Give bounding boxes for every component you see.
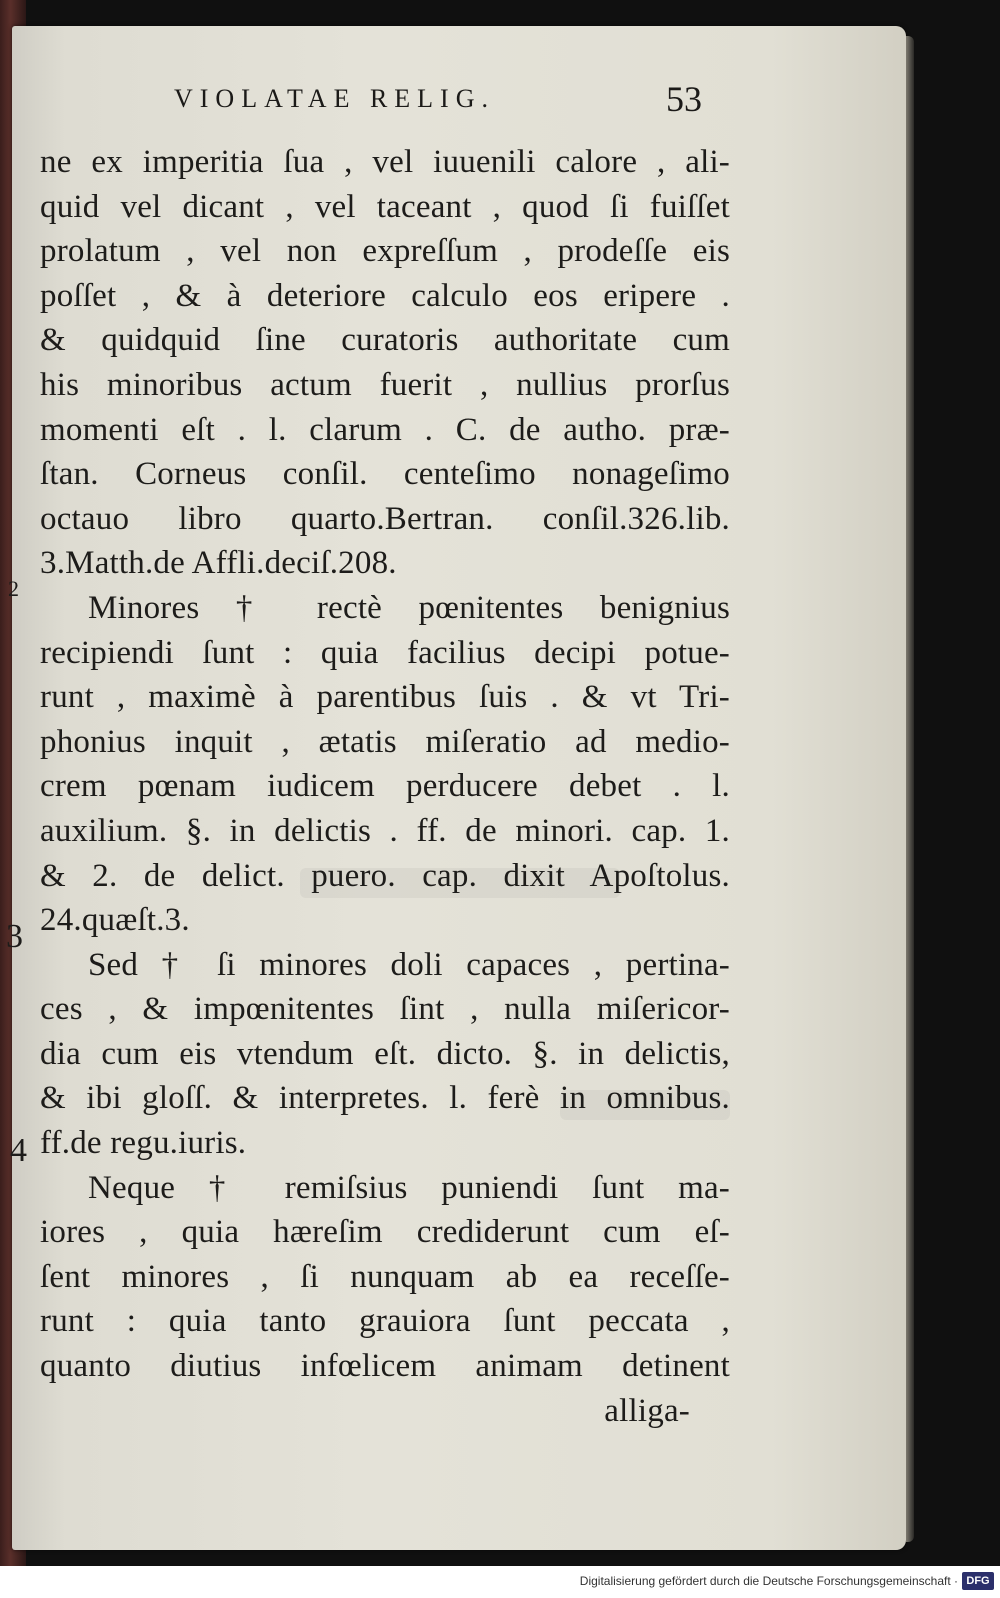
- text-line: prolatum , vel non expreſſum , prodeſſe eis: [40, 233, 730, 270]
- margin-note-2: 2: [8, 576, 19, 601]
- text-line: dia cum eis vtendum eſt. dicto. §. in delictis,: [40, 1035, 730, 1072]
- text-line: ff.de regu.iuris.: [40, 1125, 247, 1162]
- text-line: quid vel dicant , vel taceant , quod ſi fuiſſet: [40, 188, 730, 225]
- margin-note-4: 4: [10, 1132, 27, 1169]
- text-line: poſſet , & à deteriore calculo eos eripere .: [40, 277, 730, 314]
- text-line: 24.quæſt.3.: [40, 902, 190, 939]
- catchword: alliga-: [604, 1392, 690, 1429]
- page-edge: [906, 36, 914, 1542]
- text-line: ſtan. Corneus conſil. centeſimo nonageſimo: [40, 456, 730, 493]
- paragraph-start: Neque † remiſsius puniendi ſunt ma-: [88, 1169, 730, 1206]
- text-line: runt , maximè à parentibus ſuis . & vt Tri-: [40, 679, 730, 716]
- paragraph-start: Sed † ſi minores doli capaces , pertina-: [88, 946, 730, 983]
- text-line: ne ex imperitia ſua , vel iuuenili calore , ali-: [40, 144, 730, 180]
- text-line: momenti eſt . l. clarum . C. de autho. præ-: [40, 411, 730, 448]
- text-line: phonius inquit , ætatis miſeratio ad medio-: [40, 723, 730, 760]
- text-line: quanto diutius infœlicem animam detinent: [40, 1348, 730, 1385]
- text-line: & quidquid ſine curatoris authoritate cum: [40, 322, 730, 359]
- paragraph-start: Minores † rectè pœnitentes benignius: [88, 589, 730, 626]
- body-text: [40, 140, 730, 1433]
- text-line: his minoribus actum fuerit , nullius prorſus: [40, 366, 730, 403]
- text-line: & 2. de delict. puero. cap. dixit Apoſtolus.: [40, 857, 730, 894]
- text-line: ces , & impœnitentes ſint , nulla miſericor-: [40, 991, 730, 1028]
- margin-note-3: 3: [6, 918, 23, 955]
- running-title: VIOLATAE RELIG.: [174, 84, 495, 113]
- running-header: [40, 78, 740, 128]
- text-line: iores , quia hæreſim crediderunt cum eſ-: [40, 1214, 730, 1251]
- text-line: runt : quia tanto grauiora ſunt peccata ,: [40, 1303, 730, 1340]
- text-line: & ibi gloſſ. & interpretes. l. ferè in omnibus.: [40, 1080, 730, 1117]
- text-line: auxilium. §. in delictis . ff. de minori. cap. 1.: [40, 812, 730, 849]
- text-line: octauo libro quarto.Bertran. conſil.326.lib.: [40, 500, 730, 537]
- page-number: 53: [666, 79, 702, 119]
- dfg-logo: DFG: [962, 1572, 994, 1590]
- text-line: crem pœnam iudicem perducere debet . l.: [40, 768, 730, 805]
- footer-bar: [0, 1566, 1000, 1598]
- text-line: ſent minores , ſi nunquam ab ea receſſe-: [40, 1258, 730, 1295]
- text-line: recipiendi ſunt : quia facilius decipi potue-: [40, 634, 730, 671]
- text-line: 3.Matth.de Affli.deciſ.208.: [40, 545, 397, 582]
- funding-credit: Digitalisierung gefördert durch die Deutsche Forschungsgemeinschaft ·: [579, 1574, 958, 1588]
